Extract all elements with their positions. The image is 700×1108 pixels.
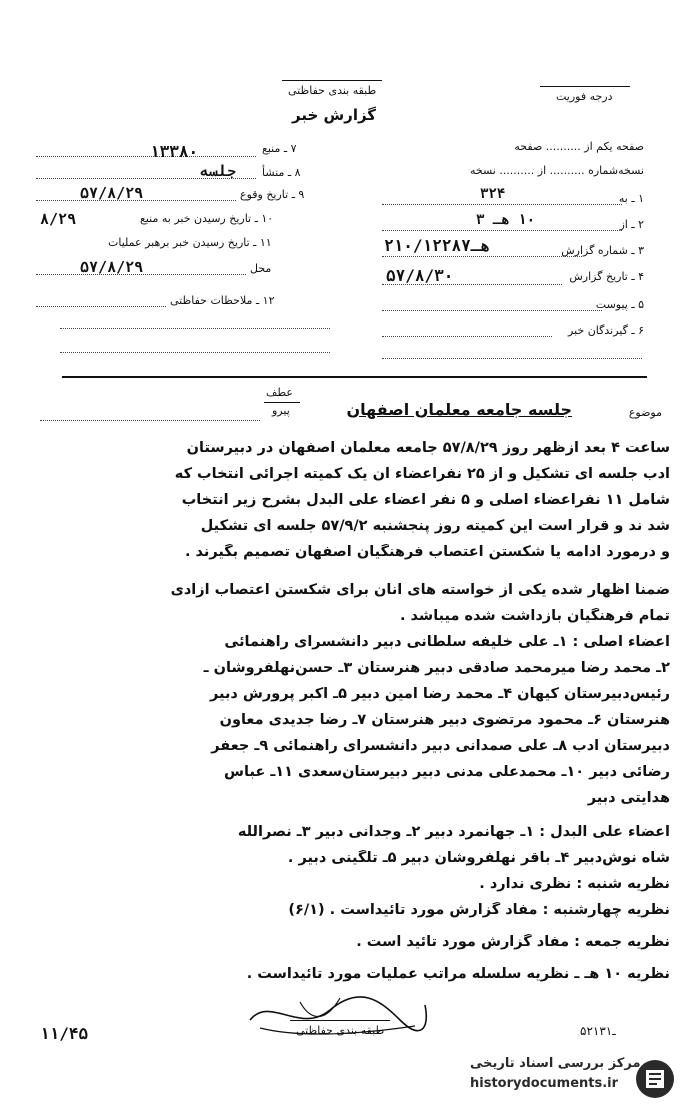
to-value: ۳۲۴ — [480, 186, 506, 202]
ref-top-label: عطف — [266, 386, 293, 399]
body-line: شامل ۱۱ نفراعضاء اصلی و ۵ نفر اعضاء علی البدل بشرح زیر انتخاب — [181, 492, 670, 508]
ref-rule — [264, 402, 300, 403]
source-dots — [36, 156, 256, 157]
notes-label: ۱۲ ـ ملاحظات حفاظتی — [170, 294, 275, 307]
notes-dots-2 — [60, 328, 330, 329]
body-line: رضائی دبیر ۱۰ـ محمدعلی مدنی دبیر دبیرستان‌سعدی ۱۱ـ عباس — [224, 764, 670, 780]
body-line: هدایتی دبیر — [587, 790, 670, 806]
body-line: ادب جلسه ای تشکیل و از ۲۵ نفراعضاء آن یک کمیته اجرائی انتخاب که — [174, 466, 670, 482]
from-label: ۲ ـ از — [619, 218, 644, 231]
subject-dots — [40, 420, 260, 421]
body-line: نظریه شنبه : نظری ندارد . — [479, 876, 670, 892]
place-label: محل — [250, 262, 272, 275]
body-line: شاه نوش‌دبیر ۴ـ باقر نهلفروشان دبیر ۵ـ تلگینی دبیر . — [287, 850, 670, 866]
recipients-dots — [382, 336, 552, 337]
body-line: دبیرستان ادب ۸ـ علی صمدانی دبیر دانشسرای راهنمائی ۹ـ جعفر — [211, 738, 670, 754]
body-line: ضمناً اظهار شده یکی از خواسته های آنان برای شکستن اعتصاب آزادی — [170, 582, 670, 598]
priority-label: درجه فوریت — [556, 90, 613, 103]
report-date-value: ۵۷/۸/۳۰ — [386, 266, 454, 285]
ref-bottom-label: پیرو — [272, 404, 290, 417]
body-line: اعضاء علی البدل : ۱ـ جهانمرد دبیر ۲ـ وجدانی دبیر ۳ـ نصرالله — [237, 824, 670, 840]
body-line: نظریه جمعه : مفاد گزارش مورد تائید است . — [356, 934, 670, 950]
page-field: صفحه یکم از .......... صفحه — [514, 140, 644, 153]
place-dots — [36, 274, 246, 275]
origin-label: ۸ ـ منشأ — [262, 166, 301, 179]
event-date-value: ۵۷/۸/۲۹ — [80, 184, 144, 202]
report-date-label: ۴ ـ تاریخ گزارش — [569, 270, 644, 283]
source-value: ۱۳۳۸۰ — [150, 142, 199, 161]
subject-label: موضوع — [628, 406, 662, 419]
form-title: گزارش خبر — [292, 106, 377, 124]
header-separator — [62, 376, 647, 378]
receipt-source-value: ۸/۲۹ — [40, 210, 77, 228]
notes-dots — [36, 306, 166, 307]
header-rule — [282, 80, 382, 81]
attachment-label: ۵ ـ پیوست — [595, 298, 644, 311]
classification-label-top: طبقه بندی حفاظتی — [288, 84, 377, 97]
body-line: ۲ـ محمد رضا میرمحمد صادقی دبیر هنرستان ۳ـ حسن‌نهلفروشان ـ — [203, 660, 670, 676]
handwritten-number: ۱۱/۴۵ — [40, 1024, 89, 1043]
footer-rule — [290, 1020, 390, 1021]
body-line: تمام فرهنگیان بازداشت شده میباشد . — [400, 608, 670, 624]
body-line: نظریه ۱۰ هـ ـ نظریه سلسله مراتب عملیات مورد تائیداست . — [246, 966, 670, 982]
recipients-label: ۶ ـ گیرندگان خبر — [568, 324, 644, 337]
receipt-ops-label: ۱۱ ـ تاریخ رسیدن خبر برهبر عملیات — [108, 236, 272, 249]
archive-logo-icon — [634, 1058, 676, 1100]
priority-rule — [540, 86, 630, 87]
body-line: نظریه چهارشنبه : مفاد گزارش مورد تائیداست . (۶/۱) — [288, 902, 670, 918]
receipt-ops-value: ۵۷/۸/۲۹ — [80, 258, 144, 276]
report-no-value: ۲هـ۱۰/۱۲۲۸۷ — [384, 236, 490, 255]
notes-dots-3 — [60, 352, 330, 353]
body-line: ساعت ۴ بعد ازظهر روز ۵۷/۸/۲۹ جامعه معلمان اصفهان در دبیرستان — [186, 440, 670, 456]
receipt-source-label: ۱۰ ـ تاریخ رسیدن خبر به منبع — [140, 212, 274, 225]
event-date-label: ۹ ـ تاریخ وقوع — [240, 188, 305, 201]
report-no-dots — [382, 256, 582, 257]
watermark-org-name: مرکز بررسی اسناد تاریخی — [470, 1056, 641, 1071]
body-line: شد ند و قرار است این کمیته روز پنجشنبه ۵۷/۹/۲ جلسه ای تشکیل — [200, 518, 670, 534]
recipients-dots-2 — [382, 358, 642, 359]
copy-field: نسخه‌شماره .......... از .......... نسخه — [469, 164, 644, 177]
source-label: ۷ ـ منبع — [262, 142, 297, 155]
body-line: رئیس‌دبیرستان کیهان ۴ـ محمد رضا امین دبیر ۵ـ اکبر پرورش دبیر — [210, 686, 670, 702]
body-line: هنرستان ۶ـ محمود مرتضوی دبیر هنرستان ۷ـ رضا جدیدی معاون — [219, 712, 670, 728]
body-line: و درمورد ادامه یا شکستن اعتصاب فرهنگیان اصفهان تصمیم بگیرند . — [184, 544, 670, 560]
from-value: ۱۰ هـ ۳ — [476, 212, 536, 228]
to-label: ۱ ـ به — [618, 192, 644, 205]
subject-value: جلسه جامعه معلمان اصفهان — [346, 400, 572, 419]
form-code: ۵۲ـ۱۳۱ — [580, 1024, 616, 1038]
report-no-label: ۳ ـ شماره گزارش — [561, 244, 644, 257]
body-line: اعضاء اصلی : ۱ـ علی خلیفه سلطانی دبیر دانشسرای راهنمائی — [224, 634, 670, 650]
watermark-url: historydocuments.ir — [470, 1076, 619, 1091]
origin-value: جلسه — [200, 162, 237, 180]
classification-label-bottom: طبقه بندی حفاظتی — [296, 1024, 385, 1037]
from-dots — [382, 230, 622, 231]
to-dots — [382, 204, 622, 205]
attachment-dots — [382, 310, 602, 311]
